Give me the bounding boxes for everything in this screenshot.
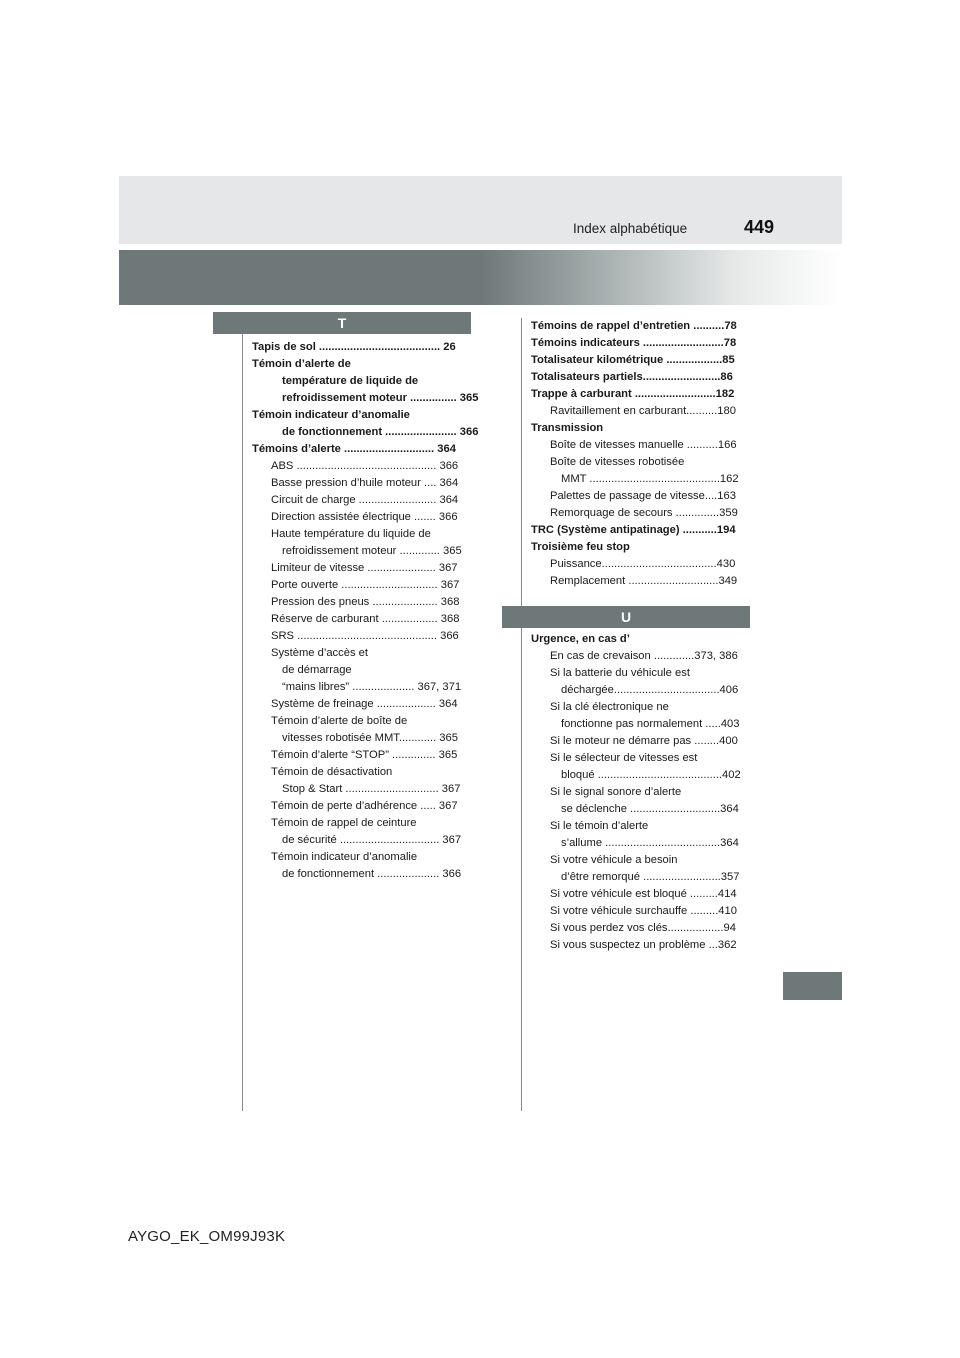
index-column-right-u [531, 631, 751, 954]
index-entry: Palettes de passage de vitesse....163 [550, 490, 736, 502]
index-entry: Puissance.....................................430 [550, 558, 736, 570]
index-entry: Si votre véhicule a besoin [550, 854, 678, 866]
index-entry: refroidissement moteur ............. 365 [282, 545, 462, 557]
index-entry: température de liquide de [282, 375, 419, 387]
right-column-rule [521, 318, 522, 1111]
index-entry: Témoin de désactivation [271, 766, 393, 778]
section-header-t: T [213, 312, 471, 334]
index-entry: Totalisateurs partiels.........................86 [531, 371, 733, 383]
index-entry: Témoin indicateur d’anomalie [271, 851, 418, 863]
section-title: Index alphabétique [573, 221, 688, 236]
index-entry: ABS ............................................. 366 [271, 460, 459, 472]
index-entry: de fonctionnement ....................... 366 [282, 426, 479, 438]
index-entry: MMT ..........................................162 [561, 473, 739, 485]
index-entry: de fonctionnement .................... 366 [282, 868, 462, 880]
index-entry: SRS ............................................. 366 [271, 630, 459, 642]
index-entry: Témoin d’alerte de [252, 358, 351, 370]
index-entry: Système d’accès et [271, 647, 369, 659]
index-entry: Témoins indicateurs ..........................78 [531, 337, 737, 349]
index-entry: déchargée..................................406 [561, 684, 739, 696]
index-entry: Ravitaillement en carburant..........180 [550, 405, 736, 417]
index-entry: Si vous perdez vos clés..................94 [550, 922, 736, 934]
decorative-band [119, 250, 842, 305]
index-entry: Si votre véhicule surchauffe .........410 [550, 905, 737, 917]
index-entry: Si vous suspectez un problème ...362 [550, 939, 737, 951]
index-entry: Si le moteur ne démarre pas ........400 [550, 735, 738, 747]
thumb-index-tab [783, 972, 842, 1000]
index-entry: Porte ouverte ............................... 367 [271, 579, 460, 591]
section-header-u: U [502, 606, 750, 628]
index-entry: Totalisateur kilométrique ..................85 [531, 354, 735, 366]
index-entry: Transmission [531, 422, 604, 434]
index-entry: Troisième feu stop [531, 541, 630, 553]
index-column-left [252, 339, 479, 883]
index-entry: Pression des pneus ..................... 368 [271, 596, 460, 608]
index-entry: Si le signal sonore d’alerte [550, 786, 682, 798]
index-entry: Circuit de charge ......................... 364 [271, 494, 459, 506]
index-entry: Urgence, en cas d’ [531, 633, 630, 645]
index-entry: Boîte de vitesses manuelle ..........166 [550, 439, 737, 451]
index-entry: se déclenche .............................364 [561, 803, 739, 815]
index-entry: Si la clé électronique ne [550, 701, 669, 713]
index-entry: bloqué ........................................402 [561, 769, 741, 781]
index-entry: Remorquage de secours ..............359 [550, 507, 738, 519]
index-entry: vitesses robotisée MMT............ 365 [282, 732, 458, 744]
index-entry: Témoin indicateur d’anomalie [252, 409, 410, 421]
index-entry: Témoin de rappel de ceinture [271, 817, 417, 829]
index-entry: Si la batterie du véhicule est [550, 667, 690, 679]
index-entry: s’allume .....................................364 [561, 837, 739, 849]
index-entry: Haute température du liquide de [271, 528, 431, 540]
index-entry: Témoin d’alerte de boîte de [271, 715, 408, 727]
index-entry: Boîte de vitesses robotisée [550, 456, 685, 468]
left-column-rule [242, 334, 243, 1111]
index-entry: refroidissement moteur ............... 365 [282, 392, 479, 404]
index-entry: “mains libres” .................... 367, 371 [282, 681, 462, 693]
index-entry: Direction assistée électrique ....... 366 [271, 511, 458, 523]
page-number: 449 [744, 217, 775, 237]
index-column-right-t [531, 318, 751, 590]
index-entry: Si le témoin d’alerte [550, 820, 649, 832]
index-entry: de démarrage [282, 664, 352, 676]
index-entry: Témoins d’alerte ............................. 364 [252, 443, 456, 455]
index-entry: Témoin de perte d’adhérence ..... 367 [271, 800, 458, 812]
index-entry: Témoins de rappel d’entretien ..........78 [531, 320, 737, 332]
index-entry: Trappe à carburant ..........................182 [531, 388, 735, 400]
index-entry: Limiteur de vitesse ...................... 367 [271, 562, 458, 574]
index-entry: TRC (Système antipatinage) ...........194 [531, 524, 736, 536]
index-entry: de sécurité ................................ 367 [282, 834, 462, 846]
index-entry: Basse pression d’huile moteur .... 364 [271, 477, 459, 489]
document-code: AYGO_EK_OM99J93K [128, 1228, 286, 1245]
index-entry: Système de freinage ................... 364 [271, 698, 458, 710]
index-entry: Remplacement .............................349 [550, 575, 738, 587]
index-entry: En cas de crevaison .............373, 386 [550, 650, 738, 662]
index-entry: fonctionne pas normalement .....403 [561, 718, 740, 730]
index-entry: Témoin d’alerte “STOP” .............. 365 [271, 749, 458, 761]
index-entry: Tapis de sol ....................................... 26 [252, 341, 456, 353]
index-entry: Stop & Start .............................. 367 [282, 783, 461, 795]
index-entry: Réserve de carburant .................. 368 [271, 613, 460, 625]
index-entry: Si le sélecteur de vitesses est [550, 752, 698, 764]
header-band [119, 176, 842, 244]
index-entry: Si votre véhicule est bloqué .........414 [550, 888, 737, 900]
index-entry: d’être remorqué .........................357 [561, 871, 740, 883]
